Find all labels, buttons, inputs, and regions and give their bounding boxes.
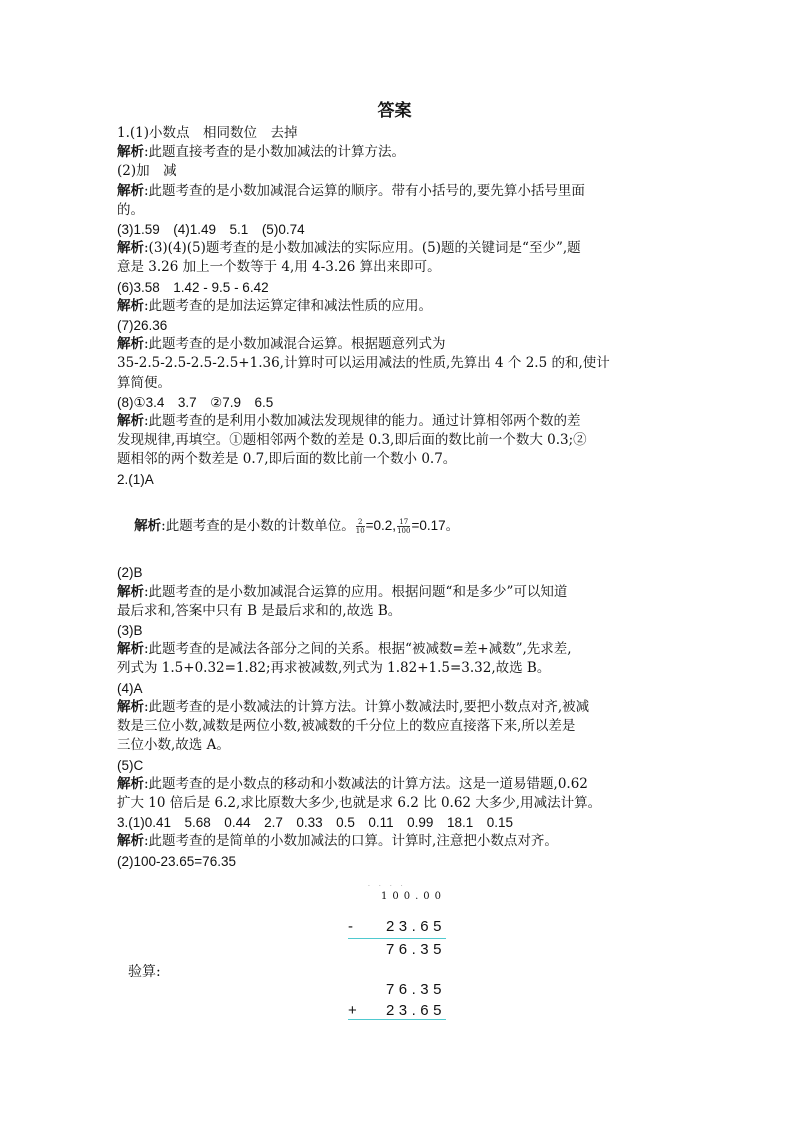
analysis-line: 解析:(3)(4)(5)题考查的是小数加减法的实际应用。(5)题的关键词是“至少”,题	[117, 240, 581, 257]
answer-line: 1.(1)小数点 相同数位 去掉	[117, 125, 298, 141]
answer-line: 3.(1)0.41 5.68 0.44 2.7 0.33 0.5 0.11 0.99 18.1 0.15	[117, 815, 513, 831]
answer-line: (2)B	[117, 565, 143, 581]
plus-sign: +	[348, 1002, 357, 1019]
analysis-label: 解析	[117, 144, 144, 161]
analysis-label: 解析	[134, 518, 162, 535]
minus-sign: -	[348, 918, 353, 935]
analysis-line: 解析:此题考查的是简单的小数加减法的口算。计算时,注意把小数点对齐。	[117, 833, 558, 850]
answer-line: (4)A	[117, 680, 143, 696]
sum-underline	[348, 938, 446, 939]
analysis-label: 解析	[117, 775, 144, 792]
analysis-line: 解析:此题考查的是小数加减混合运算的应用。根据问题“和是多少”可以知道	[117, 583, 568, 600]
analysis-line: 解析:此题考查的是小数加减混合运算。根据题意列式为	[117, 336, 446, 353]
fraction: $\frac{2}{10}$	[355, 518, 365, 536]
borrow-dots: ····	[368, 883, 412, 890]
fraction: $\frac{17}{100}$	[397, 518, 411, 536]
answer-line: (7)26.36	[117, 318, 168, 334]
analysis-line-fraction: 解析:此题考查的是小数的计数单位。 $\frac{2}{10}$ =0.2, $\frac{17}{100}$ =0.17。	[134, 518, 460, 536]
analysis-line: 解析:此题考查的是小数减法的计算方法。计算小数减法时,要把小数点对齐,被减	[117, 698, 590, 715]
verify-label: 验算:	[128, 964, 161, 980]
analysis-line: 解析:此题考查的是减法各部分之间的关系。根据“被减数=差+减数”,先求差,	[117, 641, 572, 658]
answer-line: (3)1.59 (4)1.49 5.1 (5)0.74	[117, 222, 305, 238]
answer-line: (2)100-23.65=76.35	[117, 853, 236, 869]
analysis-line-cont: 题相邻的两个数差是 0.7,即后面的数比前一个数小 0.7。	[117, 451, 457, 468]
analysis-label: 解析	[117, 182, 144, 199]
analysis-line-cont: 扩大 10 倍后是 6.2,求比原数大多少,也就是求 6.2 比 0.62 大多少,用减法计算。	[117, 794, 602, 811]
analysis-line-cont: 的。	[117, 201, 144, 218]
analysis-line-cont: 意是 3.26 加上一个数等于 4,用 4-3.26 算出来即可。	[117, 259, 441, 276]
check-addend1-row	[340, 981, 446, 1001]
difference-row	[340, 941, 446, 961]
check-underline	[348, 1019, 446, 1020]
analysis-line: 解析:此题考查的是利用小数加减法发现规律的能力。通过计算相邻两个数的差	[117, 413, 581, 430]
analysis-line: 解析:此题考查的是小数点的移动和小数减法的计算方法。这是一道易错题,0.62	[117, 775, 588, 792]
analysis-label: 解析	[117, 336, 144, 353]
page-title: 答案	[377, 101, 412, 121]
analysis-line-cont: 最后求和,答案中只有 B 是最后求和的,故选 B。	[117, 602, 402, 619]
answer-line: (3)B	[117, 623, 143, 639]
analysis-label: 解析	[117, 698, 144, 715]
analysis-line-cont: 列式为 1.5+0.32=1.82;再求被减数,列式为 1.82+1.5=3.32,故选 B。	[117, 660, 551, 677]
analysis-line-cont: 35-2.5-2.5-2.5-2.5+1.36,计算时可以运用减法的性质,先算出 4 个 2.5 的和,使计	[117, 355, 610, 372]
answer-line: (6)3.58 1.42 - 9.5 - 6.42	[117, 279, 269, 295]
subtrahend-row	[340, 918, 446, 938]
analysis-label: 解析	[117, 833, 144, 850]
analysis-line-cont: 数是三位小数,减数是两位小数,被减数的千分位上的数应直接落下来,所以差是	[117, 718, 576, 735]
subtrahend: 23.65	[385, 918, 446, 935]
check-addend2: 23.65	[385, 1002, 446, 1019]
analysis-label: 解析	[117, 413, 144, 430]
minuend: ···· 100.00	[368, 883, 446, 902]
analysis-line-cont: 算简便。	[117, 374, 171, 391]
answer-line: 2.(1)A	[117, 471, 154, 487]
difference: 76.35	[385, 941, 446, 958]
analysis-label: 解析	[117, 641, 144, 658]
analysis-line: 解析:此题考查的是加法运算定律和减法性质的应用。	[117, 297, 433, 314]
check-addend1: 76.35	[385, 981, 446, 998]
answer-page	[117, 100, 672, 871]
answer-line: (8)①3.4 3.7 ②7.9 6.5	[117, 394, 274, 410]
analysis-line: 解析:此题直接考查的是小数加减法的计算方法。	[117, 144, 406, 161]
analysis-line: 解析:此题考查的是小数加减混合运算的顺序。带有小括号的,要先算小括号里面	[117, 182, 585, 199]
analysis-line-cont: 三位小数,故选 A。	[117, 737, 230, 754]
analysis-label: 解析	[117, 583, 144, 600]
analysis-label: 解析	[117, 297, 144, 314]
analysis-label: 解析	[117, 240, 144, 257]
answer-line: (5)C	[117, 757, 144, 773]
analysis-line-cont: 发现规律,再填空。①题相邻两个数的差是 0.3,即后面的数比前一个数大 0.3;②	[117, 432, 587, 449]
answer-line: (2)加 减	[117, 163, 177, 180]
